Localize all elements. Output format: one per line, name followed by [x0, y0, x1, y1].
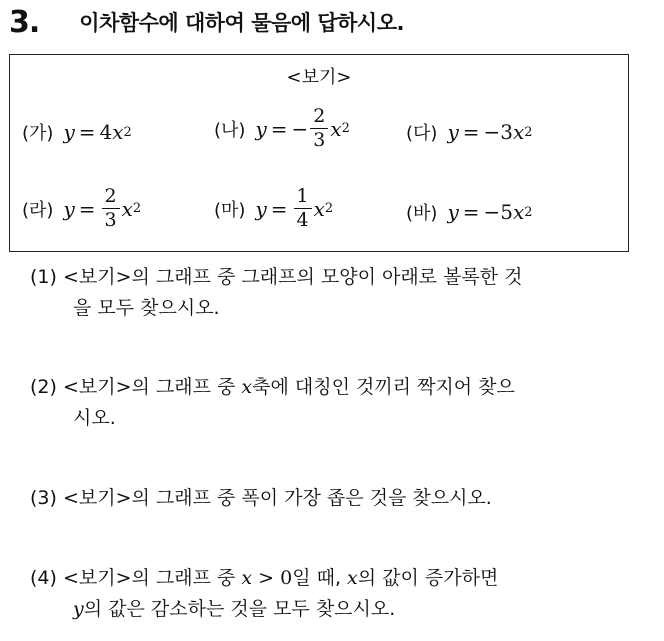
- option-label: (바): [406, 203, 438, 224]
- question-number: 3.: [9, 4, 40, 40]
- subquestion-text: <보기>의 그래프 중 그래프의 모양이 아래로 볼록한 것: [62, 266, 523, 288]
- subquestion-4: (4) <보기>의 그래프 중 x > 0일 때, x의 값이 증가하면 y의 값은 감소하는 것을 모두 찾으시오.: [30, 563, 640, 625]
- subquestion-text: <보기>의 그래프 중 폭이 가장 좁은 것을 찾으시오.: [62, 487, 492, 509]
- math-variable: y: [73, 598, 84, 620]
- option-ra: [22, 187, 141, 230]
- option-na: [214, 107, 350, 150]
- subquestion-text-continued: 을 모두 찾으시오.: [73, 297, 220, 319]
- math-variable: x: [241, 567, 253, 589]
- option-expression: y = $\frac{1}{4}$ x 2: [255, 185, 334, 231]
- subquestion-number: (1): [30, 266, 57, 288]
- option-ma: [214, 187, 333, 230]
- subquestion-2: (2) <보기>의 그래프 중 x축에 대칭인 것끼리 짝지어 찾으 시오.: [30, 372, 640, 434]
- fraction: $\frac{1}{4}$: [294, 187, 312, 230]
- option-label: (가): [22, 123, 54, 144]
- option-ga: [22, 119, 132, 145]
- subquestion-number: (3): [30, 487, 57, 509]
- option-ba: [406, 199, 533, 225]
- option-expression: y = − 5 x 2: [447, 200, 533, 224]
- option-da: [406, 119, 533, 145]
- examples-box: [9, 54, 629, 252]
- option-expression: y = − 3 x 2: [447, 120, 533, 144]
- option-label: (라): [22, 199, 54, 221]
- math-variable: x: [347, 567, 358, 589]
- option-label: (다): [406, 123, 438, 144]
- option-label: (마): [214, 199, 246, 221]
- subquestion-number: (4): [30, 567, 57, 589]
- subquestion-1: [30, 262, 640, 324]
- option-expression: y = − $\frac{2}{3}$ x 2: [255, 105, 350, 151]
- subquestion-number: (2): [30, 376, 57, 398]
- subquestion-text-continued: 시오.: [73, 407, 116, 429]
- question-header: [9, 2, 404, 42]
- option-label: (나): [214, 119, 246, 141]
- subquestion-text-continued: y의 값은 감소하는 것을 모두 찾으시오.: [73, 598, 396, 620]
- question-title: 이차함수에 대하여 물음에 답하시오.: [79, 11, 404, 35]
- fraction: $\frac{2}{3}$: [102, 187, 120, 230]
- subquestion-3: [30, 483, 640, 514]
- option-expression: y = 4 x 2: [63, 120, 132, 144]
- examples-box-title: <보기>: [286, 67, 352, 88]
- math-variable: x: [241, 376, 253, 398]
- fraction: $\frac{2}{3}$: [310, 107, 328, 150]
- option-expression: y = $\frac{2}{3}$ x 2: [63, 185, 142, 231]
